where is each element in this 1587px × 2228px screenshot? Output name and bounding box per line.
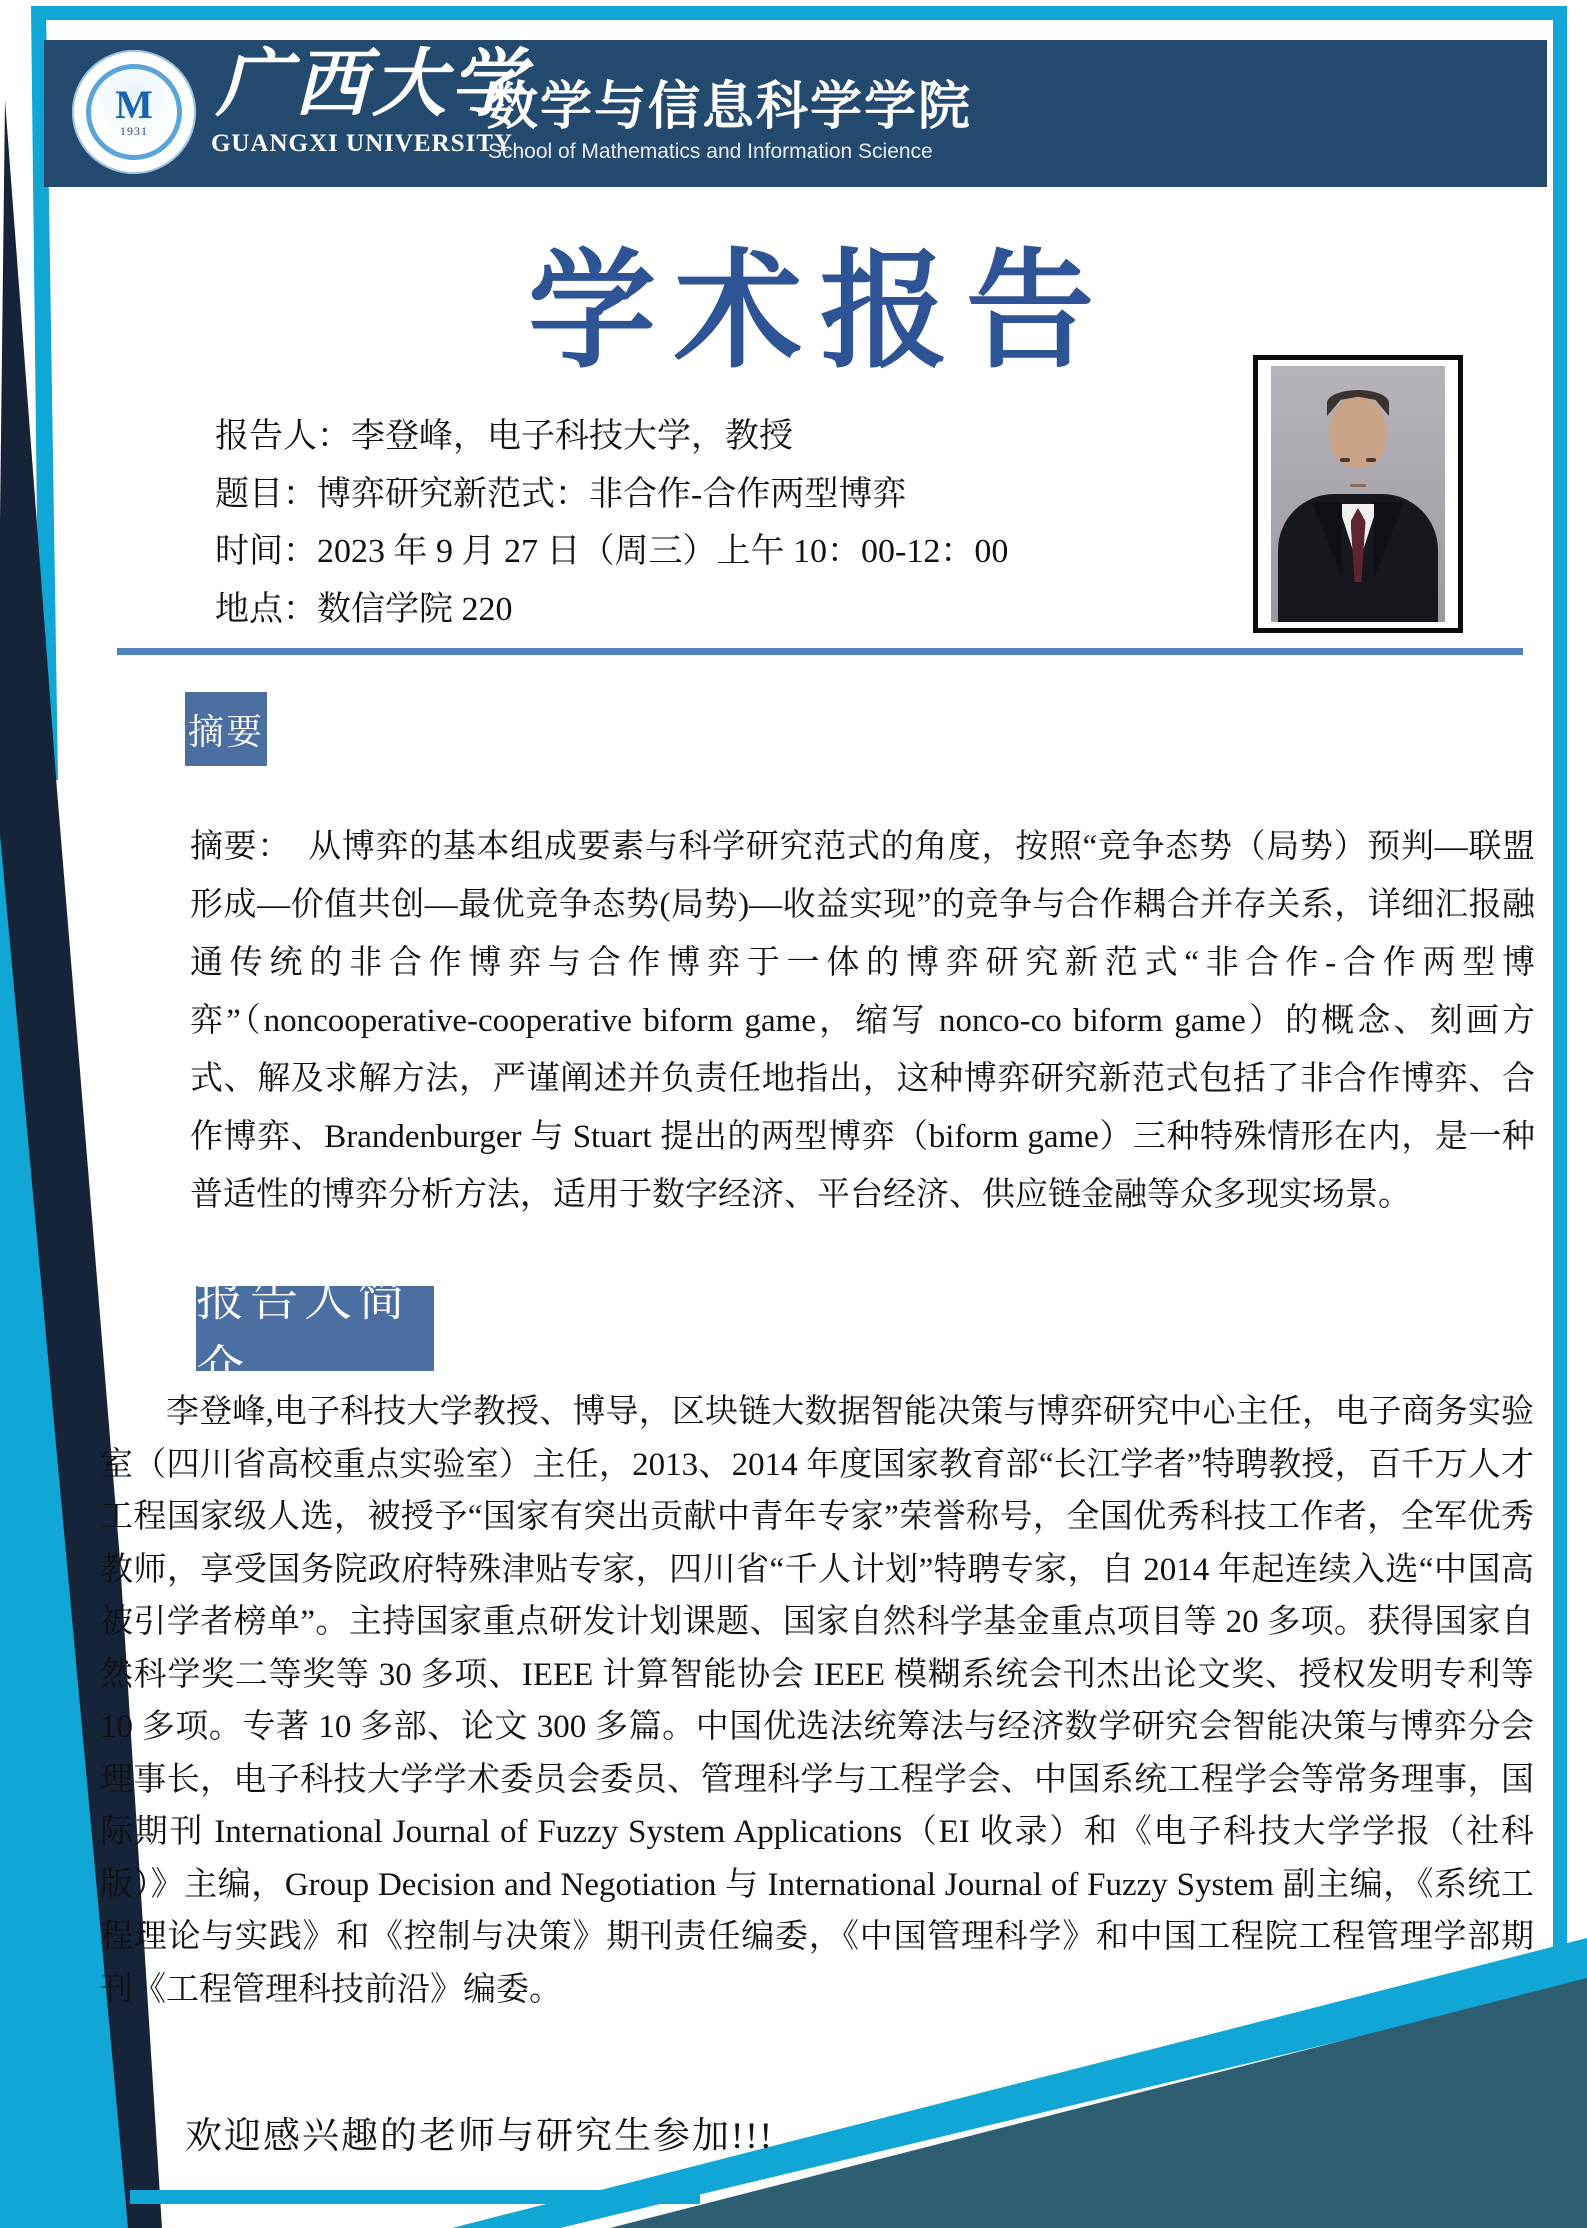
- photo-eye-left: [1340, 458, 1350, 462]
- abstract-text: 摘要： 从博弈的基本组成要素与科学研究范式的角度，按照“竞争态势（局势）预判—联盟形成—价值共创—最优竞争态势(局势)—收益实现”的竞争与合作耦合并存关系，详细汇报融通传统的非合作博弈与合作博弈于一体的博弈研究新范式“非合作-合作两型博弈”（noncooperative-cooperative biform game，缩写 nonco-co biform game）的概念、刻画方式、解及求解方法，严谨阐述并负责任地指出，这种博弈研究新范式包括了非合作博弈、合作博弈、Brandenburger 与 Stuart 提出的两型博弈（biform game）三种特殊情形在内，是一种普适性的博弈分析方法，适用于数字经济、平台经济、供应链金融等众多现实场景。: [190, 829, 1535, 1213]
- bio-text: 李登峰,电子科技大学教授、博导，区块链大数据智能决策与博弈研究中心主任，电子商务实验室（四川省高校重点实验室）主任，2013、2014 年度国家教育部“长江学者”特聘教授，百千万人才工程国家级人选，被授予“国家有突出贡献中青年专家”荣誉称号，全国优秀科技工作者，全军优秀教师，享受国务院政府特殊津贴专家，四川省“千人计划”特聘专家，自 2014 年起连续入选“中国高被引学者榜单”。主持国家重点研发计划课题、国家自然科学基金重点项目等 20 多项。获得国家自然科学奖二等奖等 30 多项、IEEE 计算智能协会 IEEE 模糊系统会刊杰出论文奖、授权发明专利等 10 多项。专著 10 多部、论文 300 多篇。中国优选法统筹法与经济数学研究会智能决策与博弈分会理事长，电子科技大学学术委员会委员、管理科学与工程学会、中国系统工程学会等常务理事，国际期刊 International Journal of Fuzzy System Applications（EI 收录）和《电子科技大学学报（社科版）》主编，Group Decision and Negotiation 与 International Journal of Fuzzy System 副主编，《系统工程理论与实践》和《控制与决策》期刊责任编委，《中国管理科学》和中国工程院工程管理学部期刊《工程管理科技前沿》编委。: [100, 1394, 1534, 2008]
- university-logo: [72, 50, 196, 174]
- logo-letter: M: [115, 81, 153, 127]
- photo-eye-right: [1366, 458, 1376, 462]
- lecture-info: [215, 408, 1008, 638]
- info-time: 时间：2023 年 9 月 27 日（周三）上午 10：00-12：00: [215, 533, 1009, 570]
- frame-top-strip: [31, 6, 1567, 20]
- speaker-photo-background: [1271, 366, 1445, 622]
- info-topic: 题目：博弈研究新范式：非合作-合作两型博弈: [215, 475, 907, 513]
- section-divider: [117, 648, 1523, 655]
- school-name-en: School of Mathematics and Information Science: [488, 140, 933, 163]
- info-venue: 地点：数信学院 220: [215, 590, 513, 628]
- info-speaker: 报告人：李登峰，电子科技大学，教授: [215, 418, 793, 455]
- university-logo-seal: [86, 64, 182, 160]
- closing-invitation: 欢迎感兴趣的老师与研究生参加!!!: [185, 2116, 774, 2157]
- photo-mouth: [1350, 484, 1366, 487]
- university-name-zh: 广西大学: [216, 44, 528, 126]
- logo-year: 1931: [120, 123, 148, 138]
- speaker-photo: [1253, 355, 1463, 633]
- page-title: 学术报告: [527, 241, 1112, 383]
- school-name-zh: 数学与信息科学学院: [486, 78, 973, 136]
- bio-badge: 报告人简介: [196, 1286, 434, 1371]
- university-name-en: GUANGXI UNIVERSITY: [210, 130, 514, 157]
- abstract-badge: 摘要: [185, 692, 267, 766]
- photo-head: [1329, 396, 1387, 468]
- frame-right-strip: [1553, 6, 1567, 2228]
- header-banner: [44, 40, 1547, 187]
